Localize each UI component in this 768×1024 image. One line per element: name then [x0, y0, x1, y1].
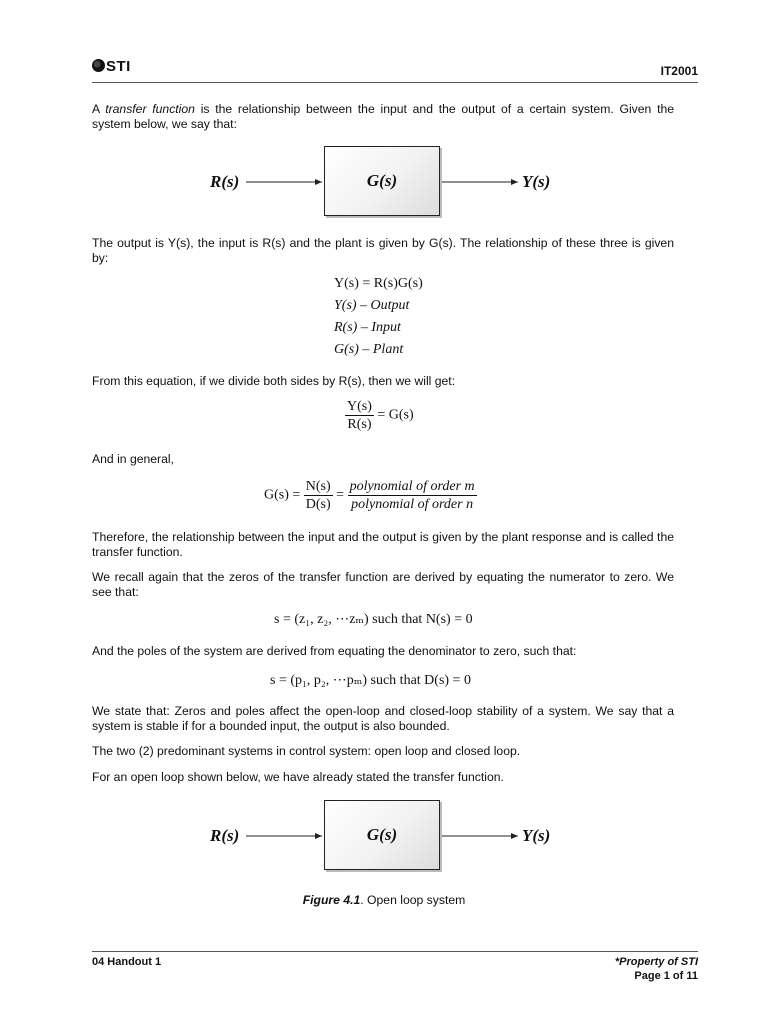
numerator-polynomial: polynomial of order m: [349, 479, 475, 494]
block-diagram-1: [0, 146, 768, 220]
general-lhs: G(s) =: [264, 487, 301, 503]
intro-pre: A: [92, 102, 106, 116]
ratio-denominator: R(s): [347, 417, 372, 432]
paragraph-relationship: The output is Y(s), the input is R(s) and the plant is given by G(s). The relationship of these three is given by:: [92, 236, 674, 265]
output-label: Y(s): [522, 826, 551, 845]
equation-ratio: [345, 398, 414, 433]
denominator-d: D(s): [305, 497, 331, 512]
general-fraction-nd: [304, 478, 333, 513]
term-transfer-function: transfer function: [105, 102, 195, 116]
page-number: Page 1 of 11: [634, 970, 698, 982]
paragraph-two-systems: The two (2) predominant systems in control system: open loop and closed loop.: [92, 744, 521, 758]
equation-output-def: Y(s) – Output: [334, 298, 410, 313]
paragraph-zeros: We recall again that the zeros of the transfer function are derived by equating the numerator to zero. We see that:: [92, 570, 674, 599]
paragraph-poles: And the poles of the system are derived from equating the denominator to zero, such that:: [92, 644, 577, 658]
logo-text: STI: [106, 58, 131, 75]
figure-text: . Open loop system: [360, 893, 466, 907]
figure-caption: [0, 893, 768, 907]
equation-input-def: R(s) – Input: [334, 320, 401, 335]
input-label: R(s): [210, 826, 240, 845]
paragraph-divide: From this equation, if we divide both sides by R(s), then we will get:: [92, 374, 456, 388]
general-fraction-poly: [348, 478, 477, 513]
page-footer: [92, 951, 698, 982]
ratio-numerator: Y(s): [347, 399, 372, 414]
course-code: IT2001: [660, 64, 698, 78]
plant-block: G(s): [324, 800, 440, 870]
logo-emblem-icon: [92, 59, 105, 72]
block-diagram-2: [0, 800, 768, 874]
intro-post: is the relationship between the input and the output of a certain system. Given the system below, we say that:: [92, 102, 675, 131]
figure-label: Figure 4.1: [302, 893, 361, 907]
equation-zeros: s = (z₁, z₂, ⋯zₘ) such that N(s) = 0: [274, 612, 473, 627]
ratio-fraction: [345, 398, 374, 433]
general-equals: =: [336, 487, 345, 503]
equation-plant-def: G(s) – Plant: [334, 342, 404, 357]
numerator-n: N(s): [305, 479, 331, 494]
handout-number: 04 Handout 1: [92, 956, 162, 968]
paragraph-general: And in general,: [92, 452, 174, 466]
equation-general: [264, 478, 477, 513]
ratio-rhs: = G(s): [377, 407, 414, 423]
paragraph-therefore: Therefore, the relationship between the input and the output is given by the plant response and is called the transfer function.: [92, 530, 674, 559]
paragraph-intro: [92, 102, 674, 131]
property-notice: *Property of STI: [614, 956, 698, 968]
equation-output-product: Y(s) = R(s)G(s): [334, 276, 423, 291]
equation-poles: s = (p₁, p₂, ⋯pₘ) such that D(s) = 0: [270, 673, 471, 688]
denominator-polynomial: polynomial of order n: [351, 497, 474, 512]
paragraph-open-loop: For an open loop shown below, we have already stated the transfer function.: [92, 770, 504, 784]
input-label: R(s): [210, 172, 240, 191]
plant-block: G(s): [324, 146, 440, 216]
output-label: Y(s): [522, 172, 551, 191]
sti-logo: [92, 58, 131, 75]
page-header: [92, 58, 698, 83]
paragraph-stability: We state that: Zeros and poles affect the open-loop and closed-loop stability of a system. We say that a system is stable if for a bounded input, the output is also bounded.: [92, 704, 674, 733]
